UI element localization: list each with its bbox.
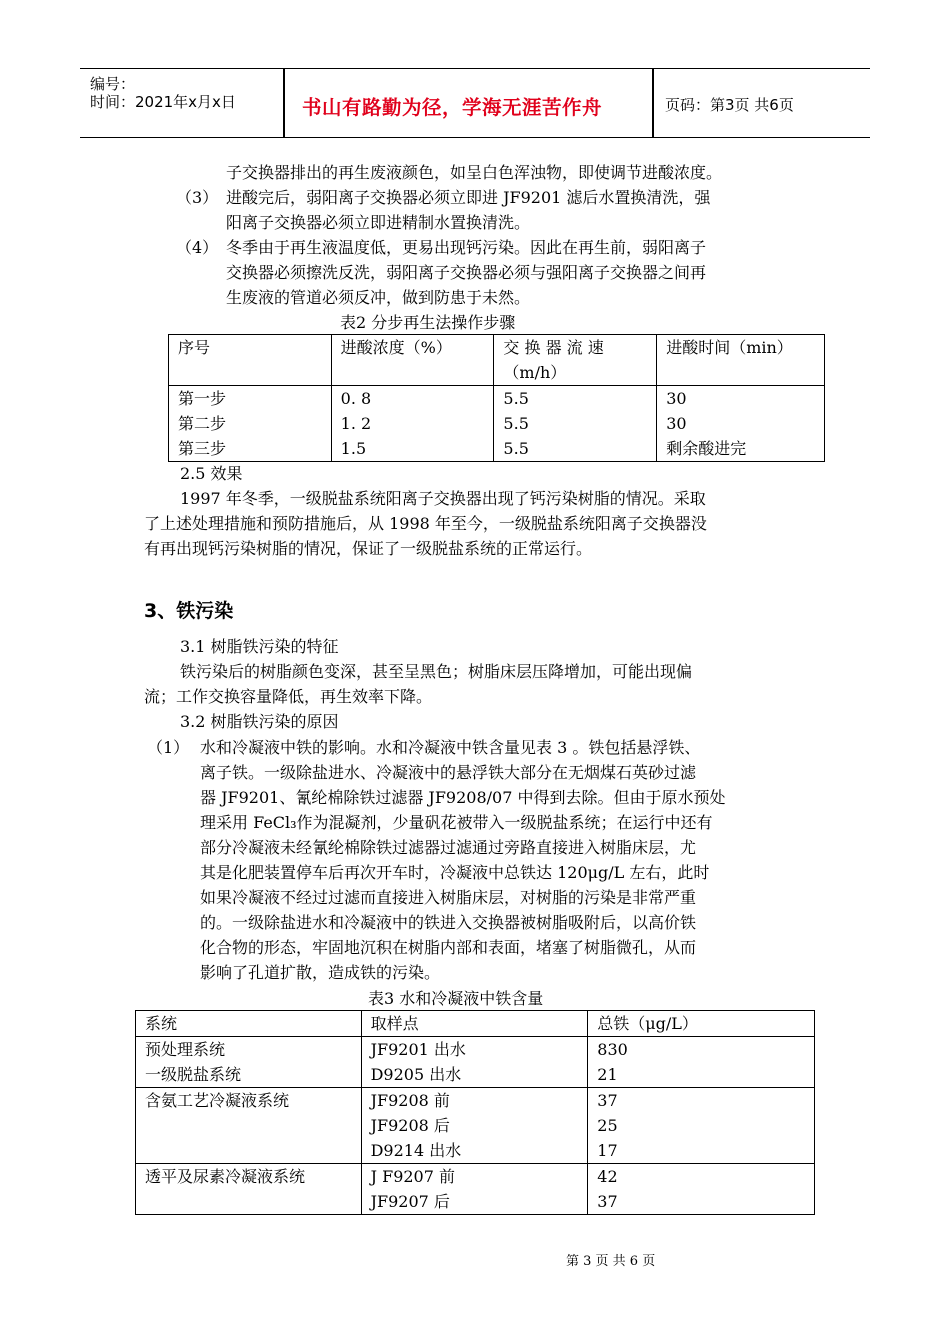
cell-line: JF9208 后 <box>370 1116 450 1135</box>
table-cell <box>331 386 494 462</box>
cell-line: 1. 2 <box>340 414 372 433</box>
cell-line: 42 <box>597 1167 618 1186</box>
header-text: （m/h） <box>503 363 567 382</box>
table2 <box>168 334 825 462</box>
item-number: （3） <box>176 188 219 207</box>
table-header-cell: 取样点 <box>361 1011 588 1037</box>
cell-line: 含氨工艺冷凝液系统 <box>145 1091 290 1110</box>
table-row <box>169 386 825 462</box>
paragraph-line: 阳离子交换器必须立即进精制水置换清洗。 <box>226 213 531 232</box>
cell-line: 37 <box>597 1192 618 1211</box>
paragraph-line: 冬季由于再生液温度低，更易出现钙污染。因此在再生前，弱阳离子 <box>226 238 707 257</box>
paragraph-line: 其是化肥装置停车后再次开车时，冷凝液中总铁达 120μg/L 左右，此时 <box>200 863 710 882</box>
cell-line: 5.5 <box>503 439 529 458</box>
cell-line: J F9207 前 <box>370 1167 456 1186</box>
table-row <box>136 1164 815 1215</box>
table-header-cell: 系统 <box>136 1011 362 1037</box>
cell-line: 5.5 <box>503 414 529 433</box>
item-number: （4） <box>176 238 219 257</box>
cell-line: 预处理系统 <box>145 1040 226 1059</box>
item-number: （1） <box>147 738 190 757</box>
header-divider <box>283 69 285 137</box>
subsection-heading: 3.2 树脂铁污染的原因 <box>180 712 339 731</box>
header-divider <box>652 69 654 137</box>
paragraph-line: 交换器必须擦洗反洗，弱阳离子交换器必须与强阳离子交换器之间再 <box>226 263 707 282</box>
cell-line: JF9201 出水 <box>370 1040 466 1059</box>
section-heading: 2.5 效果 <box>180 464 243 483</box>
paragraph-line: 如果冷凝液不经过过滤而直接进入树脂床层，对树脂的污染是非常严重 <box>200 888 697 907</box>
paragraph-line: 流；工作交换容量降低，再生效率下降。 <box>144 687 433 706</box>
table-cell <box>657 386 825 462</box>
cell-line: D9214 出水 <box>370 1141 462 1160</box>
table3 <box>135 1010 815 1215</box>
cell-line: 第三步 <box>178 439 227 458</box>
paragraph-line: 了上述处理措施和预防措施后，从 1998 年至今，一级脱盐系统阳离子交换器没 <box>144 514 707 533</box>
table-cell <box>136 1037 362 1088</box>
paragraph-line: 影响了孔道扩散，造成铁的污染。 <box>200 963 441 982</box>
table-header-cell <box>494 335 657 386</box>
table-header-cell: 进酸时间（min） <box>657 335 825 386</box>
table-cell <box>361 1037 588 1088</box>
table-row <box>136 1037 815 1088</box>
subsection-heading: 3.1 树脂铁污染的特征 <box>180 637 339 656</box>
table-cell <box>361 1164 588 1215</box>
doc-time-label: 时间：2021年x月x日 <box>90 93 236 111</box>
paragraph-line: 进酸完后，弱阳离子交换器必须立即进 JF9201 滤后水置换清洗，强 <box>226 188 711 207</box>
table-cell <box>588 1037 815 1088</box>
table-cell <box>588 1088 815 1164</box>
cell-line: JF9207 后 <box>370 1192 450 1211</box>
table3-caption: 表3 水和冷凝液中铁含量 <box>368 989 544 1008</box>
page-header <box>80 68 870 138</box>
cell-line: D9205 出水 <box>370 1065 462 1084</box>
cell-line: 21 <box>597 1065 618 1084</box>
table-header-cell: 总铁（μg/L） <box>588 1011 815 1037</box>
header-text: 交 换 器 流 速 <box>503 338 604 357</box>
header-motto: 书山有路勤为径，学海无涯苦作舟 <box>302 96 603 119</box>
doc-number-label: 编号： <box>90 75 136 93</box>
table-cell <box>136 1088 362 1164</box>
paragraph-line: 子交换器排出的再生废液颜色，如呈白色浑浊物，即使调节进酸浓度。 <box>226 163 723 182</box>
cell-line: 5.5 <box>503 389 529 408</box>
cell-line: 透平及尿素冷凝液系统 <box>145 1167 306 1186</box>
table-cell <box>361 1088 588 1164</box>
paragraph-line: 离子铁。一级除盐进水、冷凝液中的悬浮铁大部分在无烟煤石英砂过滤 <box>200 763 697 782</box>
paragraph-line: 有再出现钙污染树脂的情况，保证了一级脱盐系统的正常运行。 <box>144 539 593 558</box>
cell-line: 0. 8 <box>340 389 372 408</box>
paragraph-line: 化合物的形态，牢固地沉积在树脂内部和表面，堵塞了树脂微孔，从而 <box>200 938 697 957</box>
cell-line: 一级脱盐系统 <box>145 1065 242 1084</box>
table-cell <box>169 386 332 462</box>
paragraph-line: 生废液的管道必须反冲，做到防患于未然。 <box>226 288 531 307</box>
table2-caption: 表2 分步再生法操作步骤 <box>340 313 516 332</box>
header-page-label: 页码：第3页 共6页 <box>665 96 794 114</box>
cell-line: 17 <box>597 1141 618 1160</box>
cell-line: 30 <box>666 389 687 408</box>
cell-line: 剩余酸进完 <box>666 439 747 458</box>
table-header-cell: 进酸浓度（%） <box>331 335 494 386</box>
section3-title: 3、铁污染 <box>144 600 234 622</box>
paragraph-line: 器 JF9201、氰纶棉除铁过滤器 JF9208/07 中得到去除。但由于原水预处 <box>200 788 726 807</box>
cell-line: 25 <box>597 1116 618 1135</box>
cell-line: JF9208 前 <box>370 1091 450 1110</box>
cell-line: 1.5 <box>340 439 367 458</box>
cell-line: 30 <box>666 414 687 433</box>
cell-line: 830 <box>597 1040 628 1059</box>
paragraph-line: 1997 年冬季，一级脱盐系统阳离子交换器出现了钙污染树脂的情况。采取 <box>180 489 706 508</box>
table-cell <box>136 1164 362 1215</box>
cell-line: 37 <box>597 1091 618 1110</box>
page-footer: 第 3 页 共 6 页 <box>566 1254 656 1269</box>
table-header-cell: 序号 <box>169 335 332 386</box>
table-cell <box>494 386 657 462</box>
paragraph-line: 水和冷凝液中铁的影响。水和冷凝液中铁含量见表 3 。铁包括悬浮铁、 <box>200 738 701 757</box>
table-header-row <box>169 335 825 386</box>
table-row <box>136 1088 815 1164</box>
cell-line: 第二步 <box>178 414 227 433</box>
paragraph-line: 理采用 FeCl₃作为混凝剂，少量矾花被带入一级脱盐系统；在运行中还有 <box>200 813 713 832</box>
paragraph-line: 铁污染后的树脂颜色变深，甚至呈黑色；树脂床层压降增加，可能出现偏 <box>180 662 693 681</box>
table-cell <box>588 1164 815 1215</box>
paragraph-line: 的。一级除盐进水和冷凝液中的铁进入交换器被树脂吸附后，以高价铁 <box>200 913 697 932</box>
table-header-row <box>136 1011 815 1037</box>
paragraph-line: 部分冷凝液未经氰纶棉除铁过滤器过滤通过旁路直接进入树脂床层，尤 <box>200 838 697 857</box>
cell-line: 第一步 <box>178 389 227 408</box>
